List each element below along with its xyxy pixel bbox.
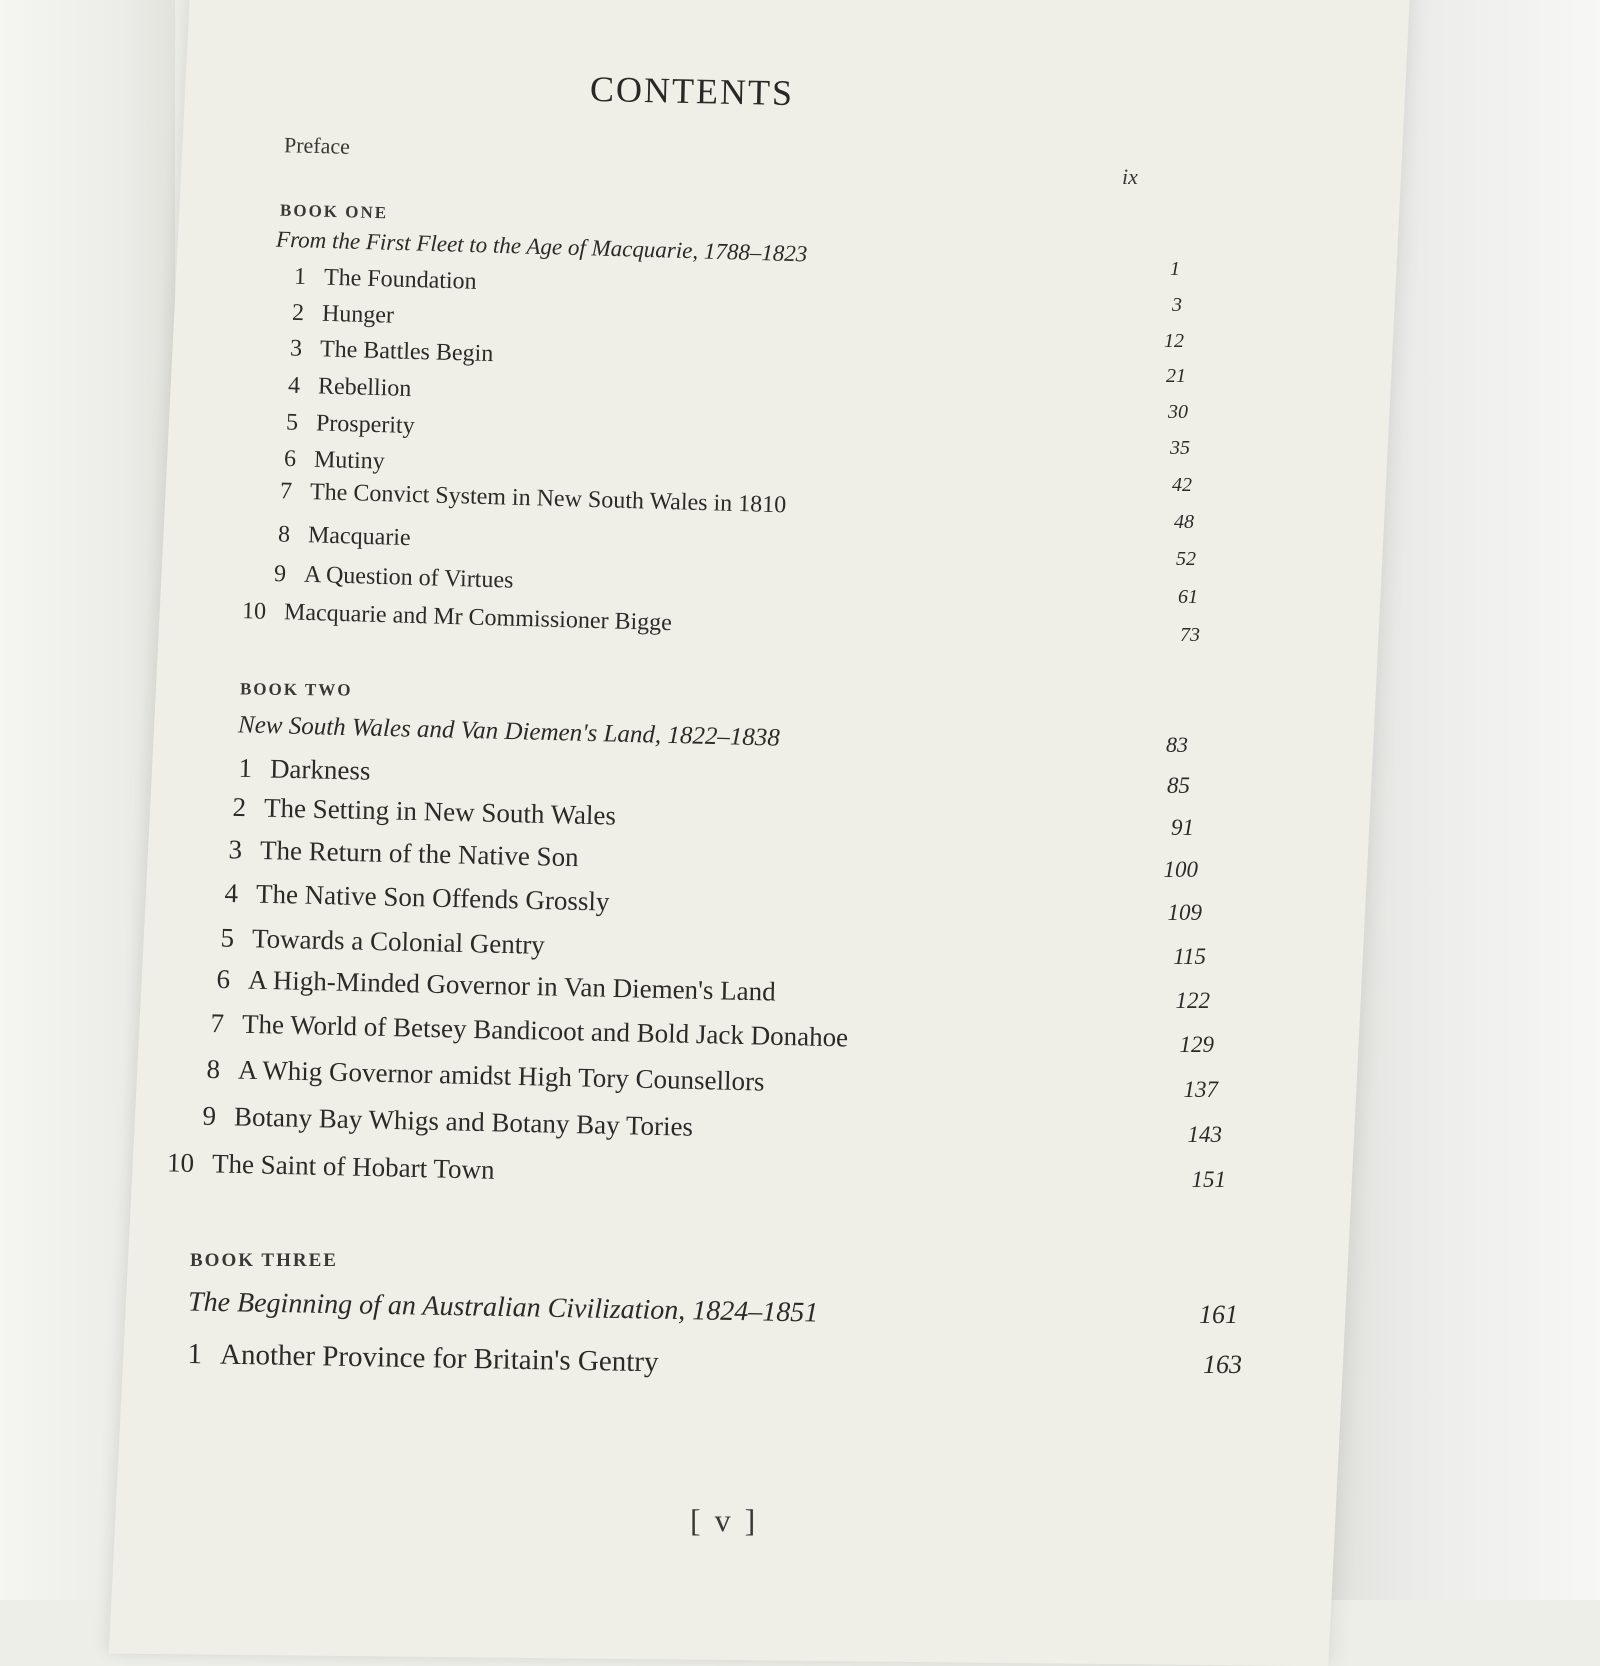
list-item: 10 The Saint of Hobart Town	[166, 1147, 495, 1185]
list-item: 10 Macquarie and Mr Commissioner Bigge	[241, 598, 673, 637]
list-item: 2 Hunger	[291, 299, 395, 329]
list-item: 9 A Question of Virtues	[273, 560, 514, 594]
list-item: 2 The Setting in New South Wales	[232, 791, 617, 831]
chapter-page: 129	[1179, 1032, 1214, 1057]
list-item: 8 Macquarie	[277, 521, 411, 552]
book-three-label: BOOK THREE	[190, 1250, 338, 1271]
list-item: 7 The World of Betsey Bandicoot and Bold Jack Donahoe	[210, 1008, 849, 1053]
list-item: 1 Another Province for Britain's Gentry	[187, 1338, 659, 1379]
book-two-subtitle-page: 83	[1166, 732, 1188, 757]
list-item: 6 A High-Minded Governor in Van Diemen's Land	[216, 963, 777, 1007]
list-item: 1 The Foundation	[293, 263, 477, 295]
list-item: 5 Towards a Colonial Gentry	[220, 922, 546, 960]
chapter-title: A Question of Virtues	[303, 561, 514, 594]
chapter-title: The Native Son Offends Grossly	[255, 878, 610, 917]
chapter-page: 109	[1167, 900, 1202, 925]
preface-page: ix	[1122, 164, 1138, 189]
book-one-label: BOOK ONE	[279, 200, 389, 223]
chapter-page: 21	[1166, 365, 1186, 387]
chapter-title: Macquarie	[307, 522, 411, 552]
chapter-title: Prosperity	[315, 410, 416, 440]
page-title: CONTENTS	[589, 68, 795, 114]
chapter-page: 151	[1191, 1167, 1226, 1192]
chapter-page: 52	[1176, 548, 1196, 570]
chapter-page: 48	[1174, 511, 1194, 533]
list-item: 4 The Native Son Offends Grossly	[224, 877, 610, 917]
chapter-title: Mutiny	[313, 446, 386, 475]
chapter-page: 42	[1172, 474, 1192, 496]
chapter-title: The World of Betsey Bandicoot and Bold Jack Donahoe	[241, 1008, 849, 1053]
chapter-title: Hunger	[321, 300, 395, 329]
preface-label: Preface	[283, 132, 351, 159]
chapter-title: The Return of the Native Son	[259, 834, 579, 873]
list-item: 9 Botany Bay Whigs and Botany Bay Tories	[202, 1100, 694, 1142]
chapter-page: 35	[1170, 437, 1190, 459]
chapter-page: 12	[1164, 330, 1184, 352]
chapter-title: The Convict System in New South Wales in 1810	[309, 479, 787, 519]
list-item: 5 Prosperity	[285, 409, 416, 440]
chapter-page: 85	[1167, 773, 1190, 798]
chapter-title: A High-Minded Governor in Van Diemen's Land	[247, 964, 777, 1007]
book-two-subtitle: New South Wales and Van Diemen's Land, 1822–1838	[237, 711, 781, 752]
chapter-title: Darkness	[269, 753, 371, 786]
chapter-page: 143	[1187, 1122, 1222, 1147]
list-item: 3 The Return of the Native Son	[228, 834, 579, 873]
chapter-title: The Foundation	[323, 264, 477, 295]
chapter-title: The Battles Begin	[319, 336, 494, 368]
chapter-title: Rebellion	[317, 373, 412, 403]
book-three-subtitle-page: 161	[1199, 1300, 1238, 1329]
chapter-page: 3	[1172, 294, 1182, 316]
chapter-title: Botany Bay Whigs and Botany Bay Tories	[233, 1101, 694, 1142]
chapter-title: Another Province for Britain's Gentry	[219, 1338, 659, 1379]
chapter-page: 122	[1175, 988, 1210, 1013]
chapter-title: The Saint of Hobart Town	[211, 1148, 495, 1185]
chapter-title: A Whig Governor amidst High Tory Counsellors	[237, 1054, 765, 1097]
chapter-page: 91	[1171, 815, 1194, 840]
chapter-page: 61	[1178, 586, 1198, 608]
chapter-title: Macquarie and Mr Commissioner Bigge	[283, 599, 673, 637]
list-item: 8 A Whig Governor amidst High Tory Counsellors	[206, 1053, 765, 1097]
book-two-label: BOOK TWO	[239, 679, 353, 700]
chapter-page: 30	[1168, 401, 1188, 423]
chapter-page: 137	[1183, 1077, 1218, 1102]
chapter-page: 73	[1180, 624, 1200, 646]
chapter-page: 100	[1163, 857, 1198, 882]
list-item: 3 The Battles Begin	[289, 335, 494, 368]
chapter-title: The Setting in New South Wales	[263, 792, 617, 831]
list-item: 7 The Convict System in New South Wales in 1810	[279, 478, 787, 519]
list-item: 4 Rebellion	[287, 372, 412, 403]
list-item: 1 Darkness	[238, 752, 371, 786]
book-one-subtitle-page: 1	[1170, 258, 1180, 280]
chapter-title: Towards a Colonial Gentry	[251, 923, 546, 960]
page-folio: [ v ]	[690, 1502, 759, 1538]
book-three-subtitle: The Beginning of an Australian Civilization, 1824–1851	[187, 1286, 819, 1329]
chapter-page: 163	[1203, 1350, 1242, 1379]
list-item: 6 Mutiny	[283, 445, 386, 475]
chapter-page: 115	[1173, 944, 1206, 969]
book-one-subtitle: From the First Fleet to the Age of Macquarie, 1788–1823	[275, 226, 808, 267]
